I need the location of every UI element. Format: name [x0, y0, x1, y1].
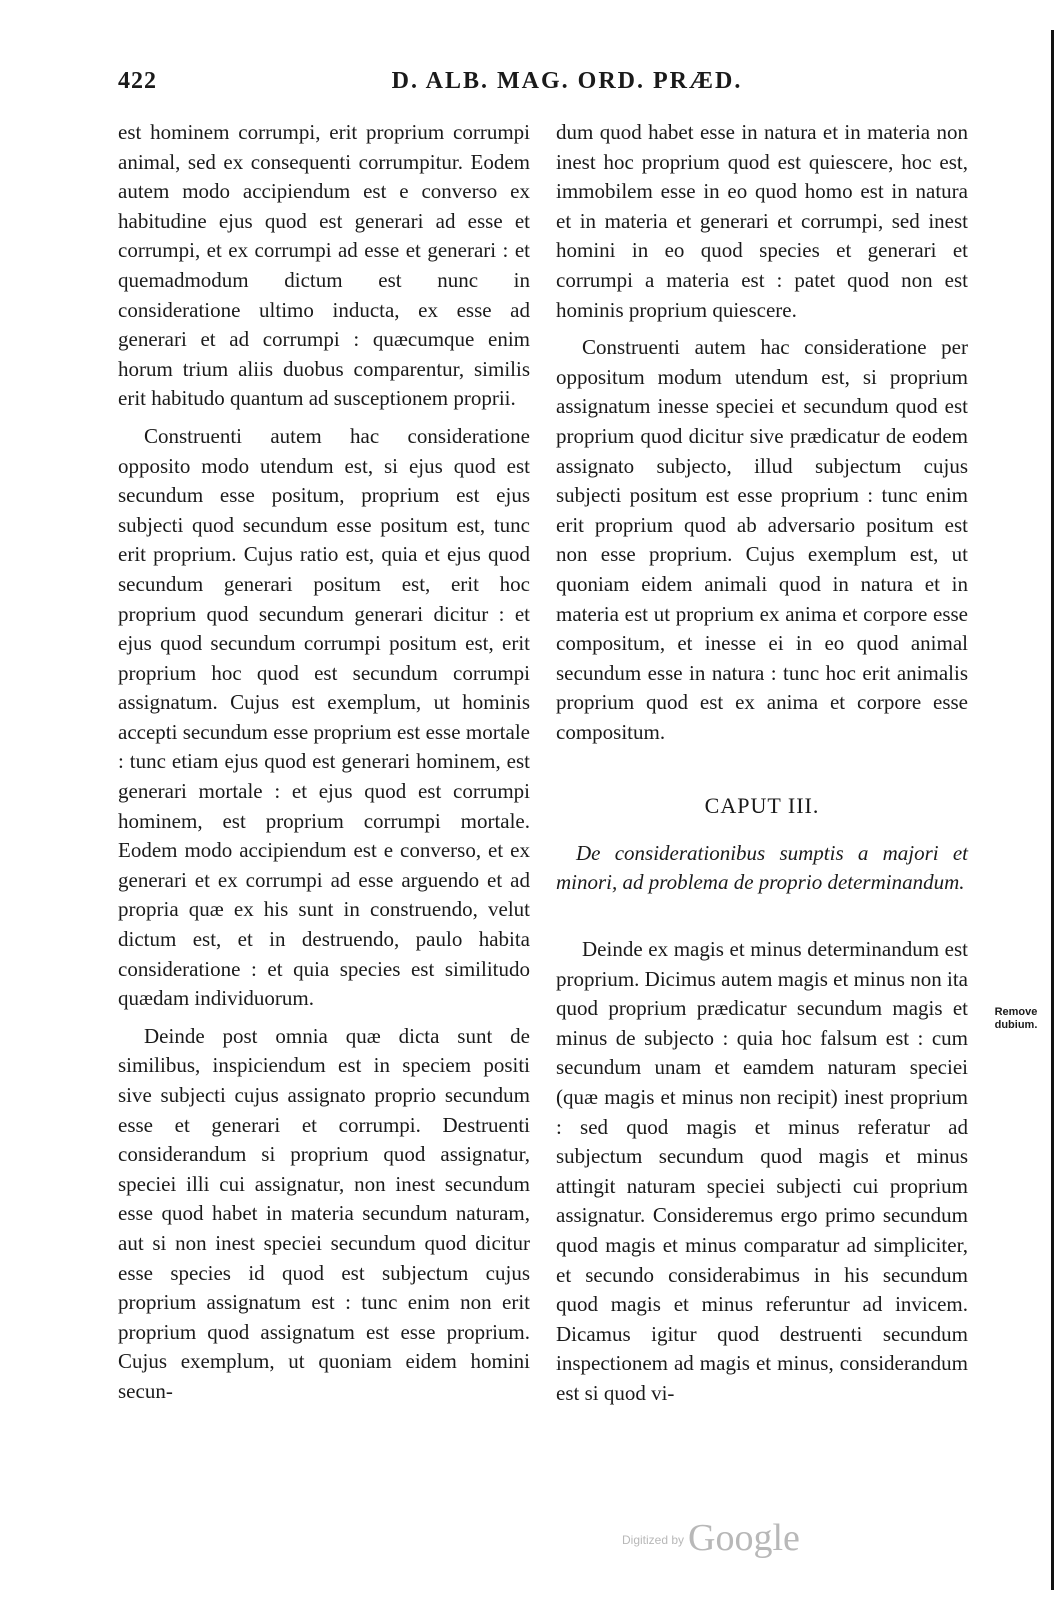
left-paragraph-1: est hominem corrumpi, erit proprium corrumpi animal, sed ex consequenti corrumpitur. Eodem autem modo accipiendum est e converso ex habitudine ejus quod est generari ad esse et corrumpi, et ex corrumpi ad esse et generari : et quemadmodum dictum est nunc in consideratione ultimo inducta, ex esse ad generari et ad corrumpi : quæcumque enim horum trium aliis duobus comparentur, similis erit habitudo quantum ad susceptionem proprii.: [118, 120, 530, 411]
left-paragraph-2: Construenti autem hac consideratione opposito modo utendum est, si ejus quod est secundum esse positum, proprium est ejus subjecti quod secundum esse positum est, tunc erit proprium. Cujus ratio est, quia et ejus quod secundum generari positum est, erit hoc proprium quod secundum generari dicitur : et ejus quod secundum corrumpi positum est, erit proprium hoc quod est secundum corrumpi assignatum. Cujus est exemplum, ut hominis accepti secundum esse proprium est esse mortale : tunc etiam ejus quod est generari hominem, est generari mortale : et ejus quod est corrumpi hominem, est proprium corrumpi mortale. Eodem modo accipiendum est e converso, et ex generari et ex corrumpi ad esse arguendo et ad propria quæ ex his sunt in construendo, velut dictum est, et in destruendo, paulo habita consideratione : et quia species est similitudo quædam individuorum.: [118, 423, 530, 1011]
page-header: [118, 64, 956, 104]
margin-note-line-1: Remove: [994, 1006, 1038, 1018]
right-paragraph-3: Deinde ex magis et minus determinandum est proprium. Dicimus autem magis et minus non ita quod proprium prædicatur secundum magis et minus de subjecto : quia hoc falsum est : cum secundum unam et eamdem naturam speciei (quæ magis et minus non recipit) inest proprium : sed quod magis et minus referatur ad subjectum secundum quod magis et minus attingit naturam speciei subjecti cui proprium assignatur. Consideremus ergo primo secundum quod magis et minus comparatur ad simpliciter, et secundo considerabimus in his secundum quod magis et minus referuntur ad invicem. Dicamus igitur quod destruenti secundum inspectionem ad magis et minus, considerandum est si quod vi-: [556, 937, 968, 1405]
page-edge-line: [1051, 30, 1054, 1590]
chapter-subtitle: De considerationibus sumptis a majori et minori, ad problema de proprio determinandum.: [556, 841, 968, 895]
right-column: [556, 118, 968, 1409]
left-paragraph-3: Deinde post omnia quæ dicta sunt de similibus, inspiciendum est in speciem positi sive subjecti cujus assignato proprio secundum esse et generari et corrumpi. Destruenti considerandum si proprium quod assignatur, speciei illi cui assignatur, non inest secundum esse quod habet in materia secundum naturam, aut si non inest speciei secundum quod dicitur esse species id quod est subjectum cujus proprium assignatum est : tunc enim non erit proprium quod assignatum est esse proprium. Cujus exemplum, ut quoniam eidem homini secun-: [118, 1023, 530, 1403]
right-paragraph-1: dum quod habet esse in natura et in materia non inest hoc proprium quod est quiescere, hoc est, immobilem esse in eo quod homo est in natura et in materia et generari et corrumpi, sed inest homini in eo quod species et generari et corrumpi a materia est : patet quod non est hominis proprium quiescere.: [556, 120, 968, 322]
right-paragraph-2: Construenti autem hac consideratione per oppositum modum utendum est, si proprium assignatum inesse speciei et secundum quod est proprium quod dicitur sive prædicatur de eodem assignato subjecto, illud subjectum cujus subjecti positum est esse proprium : tunc enim erit proprium quod ab adversario positum est non esse proprium. Cujus exemplum est, ut quoniam eidem animali quod in natura et in materia est ut proprium ex anima et corpore esse compositum, et inesse ei in eo quod animal secundum esse in natura : tunc hoc erit animalis proprium quod est ex anima et corpore esse compositum.: [556, 335, 968, 744]
page-number: 422: [118, 68, 157, 94]
margin-note: [986, 1006, 1046, 1032]
google-watermark: [622, 1516, 800, 1559]
digitized-by-label: Digitized by: [622, 1533, 685, 1547]
left-column: [118, 118, 530, 1407]
running-head: D. ALB. MAG. ORD. PRÆD.: [391, 68, 743, 94]
margin-note-line-2: dubium.: [994, 1019, 1038, 1031]
chapter-title: CAPUT III.: [704, 793, 820, 819]
google-logo: Google: [688, 1517, 800, 1559]
